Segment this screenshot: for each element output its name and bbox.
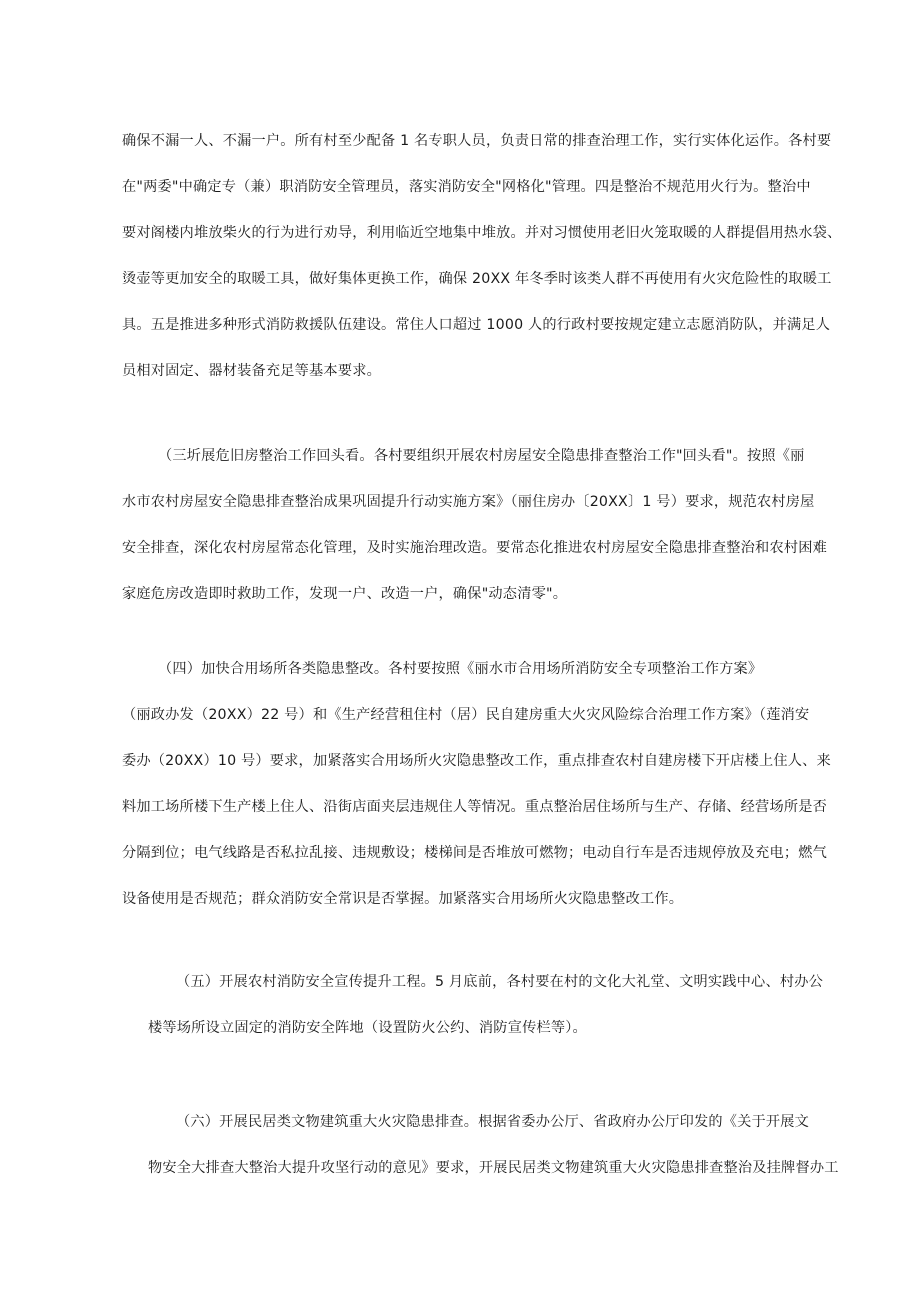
- text-line: 设备使用是否规范；群众消防安全常识是否掌握。加紧落实合用场所火灾隐患整改工作。: [122, 891, 684, 907]
- text-line: 要对阁楼内堆放柴火的行为进行劝导，利用临近空地集中堆放。并对习惯使用老旧火笼取暖的人群提倡用热水袋、: [122, 225, 842, 241]
- text-line: 员相对固定、器材装备充足等基本要求。: [122, 363, 381, 379]
- text-line: （六）开展民居类文物建筑重大火灾隐患排查。根据省委办公厅、省政府办公厅印发的《关于开展文: [176, 1114, 810, 1130]
- text-line: （五）开展农村消防安全宣传提升工程。5 月底前，各村要在村的文化大礼堂、文明实践中心、村办公: [176, 974, 823, 990]
- text-line: 具。五是推进多种形式消防救援队伍建设。常住人口超过 1000 人的行政村要按规定建立志愿消防队，并满足人: [122, 317, 831, 333]
- text-line: 物安全大排查大整治大提升攻坚行动的意见》要求，开展民居类文物建筑重大火灾隐患排查整治及挂牌督办工: [148, 1160, 839, 1176]
- text-line: 料加工场所楼下生产楼上住人、沿街店面夹层违规住人等情况。重点整治居住场所与生产、存储、经营场所是否: [122, 799, 827, 815]
- text-line: （丽政办发（20XX）22 号）和《生产经营租住村（居）民自建房重大火灾风险综合治理工作方案》（莲消安: [122, 707, 810, 723]
- text-line: 安全排查，深化农村房屋常态化管理，及时实施治理改造。要常态化推进农村房屋安全隐患排查整治和农村困难: [122, 540, 827, 556]
- text-line: 楼等场所设立固定的消防安全阵地（设置防火公约、消防宣传栏等）。: [148, 1020, 587, 1036]
- text-line: 确保不漏一人、不漏一户。所有村至少配备 1 名专职人员，负责日常的排查治理工作，实行实体化运作。各村要: [122, 133, 832, 149]
- text-line: 家庭危房改造即时救助工作，发现一户、改造一户，确保"动态清零"。: [122, 586, 568, 602]
- text-line: 委办（20XX）10 号）要求，加紧落实合用场所火灾隐患整改工作，重点排查农村自建房楼下开店楼上住人、来: [122, 753, 831, 769]
- text-line: （三圻展危旧房整治工作回头看。各村要组织开展农村房屋安全隐患排查整治工作"回头看"。按照《丽: [158, 448, 805, 464]
- text-line: 水市农村房屋安全隐患排查整治成果巩固提升行动实施方案》（丽住房办〔20XX〕1 号）要求，规范农村房屋: [122, 494, 815, 510]
- text-line: 烫壶等更加安全的取暖工具，做好集体更换工作，确保 20XX 年冬季时该类人群不再使用有火灾危险性的取暖工: [122, 271, 832, 287]
- text-line: （四）加快合用场所各类隐患整改。各村要按照《丽水市合用场所消防安全专项整治工作方案》: [158, 661, 763, 677]
- text-line: 分隔到位；电气线路是否私拉乱接、违规敷设；楼梯间是否堆放可燃物；电动自行车是否违规停放及充电；燃气: [122, 845, 827, 861]
- text-line: 在"两委"中确定专（兼）职消防安全管理员，落实消防安全"网格化"管理。四是整治不规范用火行为。整治中: [122, 179, 811, 195]
